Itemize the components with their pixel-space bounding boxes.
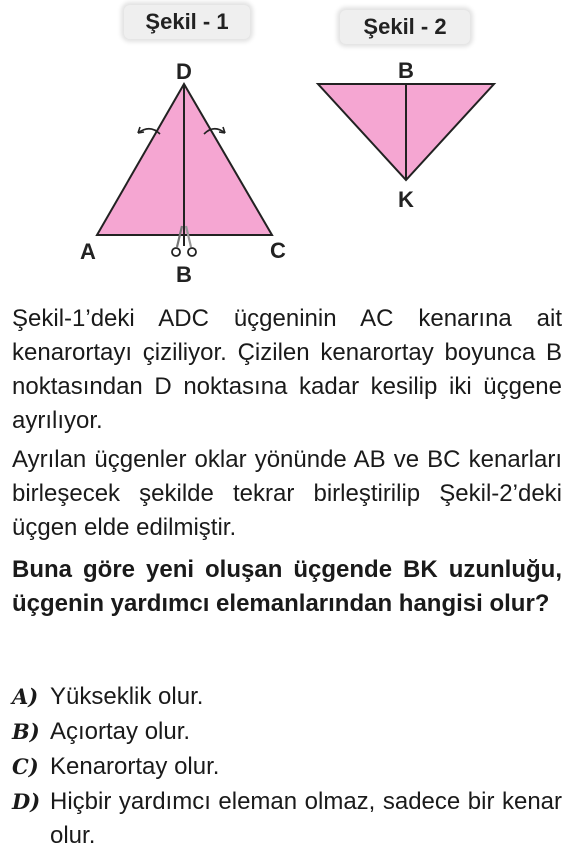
option-b-letter: B) — [12, 719, 40, 744]
option-b[interactable] — [12, 715, 562, 749]
option-a-letter: A) — [12, 684, 39, 709]
vertex-label-b: B — [176, 262, 192, 287]
figures-canvas — [0, 0, 574, 300]
option-b-text: Açıortay olur. — [50, 718, 191, 745]
option-d-text: Hiçbir yardımcı eleman olmaz, sadece bir kenar olur. — [50, 788, 562, 849]
figure1-title: Şekil - 1 — [124, 5, 250, 39]
option-d-letter: D) — [12, 789, 41, 814]
option-c-text: Kenarortay olur. — [50, 753, 220, 780]
vertex-label-b2: B — [398, 58, 414, 83]
vertex-label-a: A — [80, 239, 96, 264]
paragraph-2: Ayrılan üçgenler oklar yönünde AB ve BC kenarları birleşecek şekilde tekrar birleştirilip Şekil-2’deki üçgen elde edilmiştir. — [12, 446, 562, 541]
option-c[interactable] — [12, 750, 562, 784]
question-text: Buna göre yeni oluşan üçgende BK uzunluğu, üçgenin yardımcı elemanlarından hangisi olur? — [12, 556, 562, 617]
option-a[interactable] — [12, 680, 562, 714]
vertex-label-k: K — [398, 187, 414, 212]
figure2-title: Şekil - 2 — [340, 10, 470, 44]
vertex-label-d: D — [176, 59, 192, 84]
vertex-label-c: C — [270, 238, 286, 263]
option-d[interactable] — [12, 785, 562, 853]
paragraph-1: Şekil-1’deki ADC üçgeninin AC kenarına ait kenarortayı çiziliyor. Çizilen kenarortay boyunca B noktasından D noktasına kadar kesilip iki üçgene ayrılıyor. — [12, 305, 562, 434]
option-c-letter: C) — [12, 754, 39, 779]
option-a-text: Yükseklik olur. — [50, 683, 204, 710]
